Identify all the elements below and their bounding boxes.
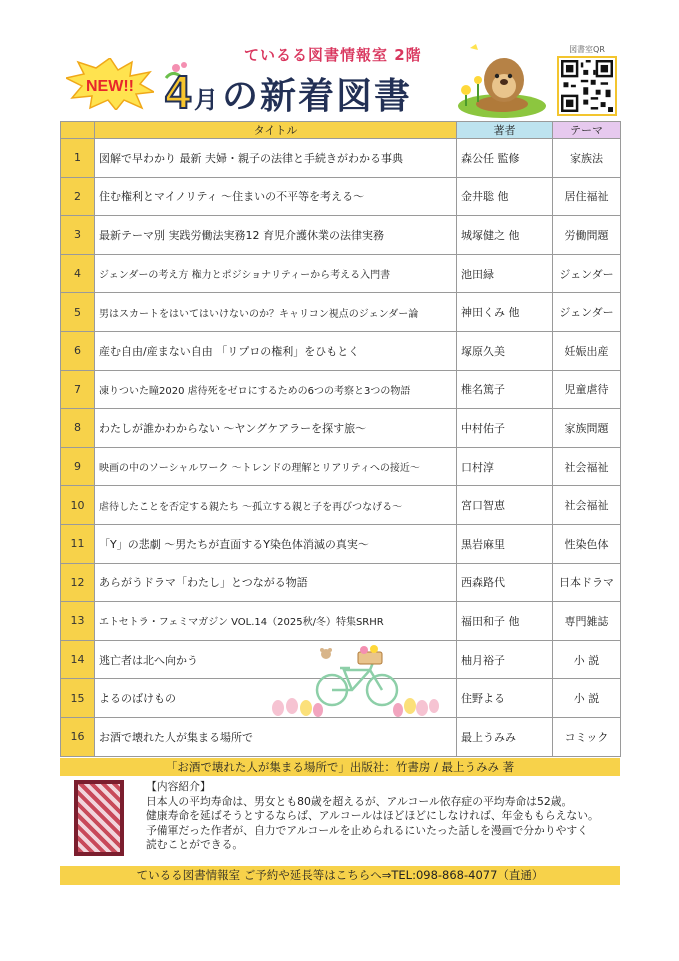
- book-title: 凍りついた瞳2020 虐待死をゼロにするための6つの考察と3つの物語: [95, 370, 457, 409]
- book-title: お酒で壊れた人が集まる場所で: [95, 717, 457, 756]
- book-theme: 専門雑誌: [553, 602, 621, 641]
- row-number: 9: [61, 447, 95, 486]
- book-title: 最新テーマ別 実践労働法実務12 育児介護休業の法律実務: [95, 216, 457, 255]
- month-badge: [158, 60, 222, 114]
- table-row: [61, 602, 621, 641]
- book-theme: 小 説: [553, 679, 621, 718]
- book-theme: ジェンダー: [553, 293, 621, 332]
- intro-line: 健康寿命を延ばそうとするならば、アルコールはほどほどにしなければ、年金ももらえない。: [146, 809, 599, 822]
- row-number: 12: [61, 563, 95, 602]
- row-number: 11: [61, 524, 95, 563]
- book-author: 宮口智恵: [457, 486, 553, 525]
- book-theme: 労働問題: [553, 216, 621, 255]
- book-title: 逃亡者は北へ向かう: [95, 640, 457, 679]
- book-author: 住野よる: [457, 679, 553, 718]
- qr-label: 図書室QR: [569, 45, 605, 54]
- table-row: [61, 254, 621, 293]
- intro-line: 読むことができる。: [146, 838, 244, 851]
- mole-mascot-illustration: [452, 40, 548, 118]
- row-number: 1: [61, 139, 95, 178]
- row-number: 8: [61, 409, 95, 448]
- column-header-author: 著者: [457, 122, 553, 139]
- table-row: [61, 486, 621, 525]
- table-row: [61, 331, 621, 370]
- intro-label: 【内容紹介】: [146, 780, 211, 793]
- new-badge: [66, 58, 154, 110]
- book-author: 金井聡 他: [457, 177, 553, 216]
- book-cover-image: [74, 780, 124, 856]
- row-number: 7: [61, 370, 95, 409]
- table-row: [61, 717, 621, 756]
- book-theme: 日本ドラマ: [553, 563, 621, 602]
- book-title: 「Y」の悲劇 ～男たちが直面するY染色体消滅の真実～: [95, 524, 457, 563]
- book-title: 男はスカートをはいてはいけないのか？キャリコン視点のジェンダー論: [95, 293, 457, 332]
- featured-book-intro: [60, 778, 620, 860]
- qr-code[interactable]: [557, 56, 617, 116]
- row-number: 2: [61, 177, 95, 216]
- row-number: 16: [61, 717, 95, 756]
- qr-code-icon: [561, 60, 613, 112]
- book-author: 椎名篤子: [457, 370, 553, 409]
- table-row: [61, 370, 621, 409]
- contact-footer: ているる図書情報室 ご予約や延長等はこちらへ⇒TEL:098-868-4077（直通）: [60, 866, 620, 885]
- book-title: ジェンダーの考え方 権力とポジショナリティーから考える入門書: [95, 254, 457, 293]
- qr-code-block[interactable]: [557, 44, 617, 114]
- table-row: [61, 216, 621, 255]
- column-header-number: [61, 122, 95, 139]
- table-row: [61, 447, 621, 486]
- book-title: 図解で早わかり 最新 夫婦・親子の法律と手続きがわかる事典: [95, 139, 457, 178]
- table-row: [61, 293, 621, 332]
- book-author: 黒岩麻里: [457, 524, 553, 563]
- table-row: [61, 177, 621, 216]
- row-number: 3: [61, 216, 95, 255]
- book-title: 産む自由/産まない自由 「リプロの権利」をひもとく: [95, 331, 457, 370]
- intro-line: 日本人の平均寿命は、男女とも80歳を超えるが、アルコール依存症の平均寿命は52歳。: [146, 794, 573, 808]
- intro-text: [146, 780, 616, 853]
- book-theme: 児童虐待: [553, 370, 621, 409]
- book-author: 神田くみ 他: [457, 293, 553, 332]
- book-theme: ジェンダー: [553, 254, 621, 293]
- row-number: 6: [61, 331, 95, 370]
- cover-pattern: [78, 784, 120, 852]
- book-theme: 社会福祉: [553, 447, 621, 486]
- month-numeral: 4: [165, 66, 191, 114]
- book-title: 住む権利とマイノリティ ～住まいの不平等を考える～: [95, 177, 457, 216]
- library-subtitle: ているる図書情報室 2階: [244, 46, 422, 64]
- book-author: 柚月裕子: [457, 640, 553, 679]
- row-number: 13: [61, 602, 95, 641]
- book-title: 映画の中のソーシャルワーク ～トレンドの理解とリアリティへの接近～: [95, 447, 457, 486]
- book-author: 森公任 監修: [457, 139, 553, 178]
- row-number: 5: [61, 293, 95, 332]
- book-theme: 居住福祉: [553, 177, 621, 216]
- column-header-title: タイトル: [95, 122, 457, 139]
- column-header-theme: テーマ: [553, 122, 621, 139]
- book-author: 中村佑子: [457, 409, 553, 448]
- book-author: 最上うみみ: [457, 717, 553, 756]
- table-row: [61, 139, 621, 178]
- book-theme: 家族問題: [553, 409, 621, 448]
- book-theme: 妊娠出産: [553, 331, 621, 370]
- row-number: 10: [61, 486, 95, 525]
- book-theme: 社会福祉: [553, 486, 621, 525]
- book-title: エトセトラ・フェミマガジン VOL.14（2025秋/冬）特集SRHR: [95, 602, 457, 641]
- book-title: よるのばけもの: [95, 679, 457, 718]
- book-author: 口村淳: [457, 447, 553, 486]
- book-author: 城塚健之 他: [457, 216, 553, 255]
- book-theme: 家族法: [553, 139, 621, 178]
- month-kanji: 月: [194, 86, 218, 114]
- book-title: わたしが誰かわからない ～ヤングケアラーを探す旅～: [95, 409, 457, 448]
- book-title: あらがうドラマ「わたし」とつながる物語: [95, 563, 457, 602]
- table-row: [61, 524, 621, 563]
- featured-book-heading: 「お酒で壊れた人が集まる場所で」出版社：竹書房 / 最上うみみ 著: [60, 758, 620, 776]
- intro-line: 予備軍だった作者が、自力でアルコールを止められるにいたった話しを漫画で分かりやすく: [146, 823, 589, 837]
- page-header: [0, 0, 679, 120]
- table-row: [61, 409, 621, 448]
- page-title: の新着図書: [222, 76, 413, 117]
- book-author: 塚原久美: [457, 331, 553, 370]
- book-theme: コミック: [553, 717, 621, 756]
- book-theme: 小 説: [553, 640, 621, 679]
- row-number: 4: [61, 254, 95, 293]
- book-author: 福田和子 他: [457, 602, 553, 641]
- book-theme: 性染色体: [553, 524, 621, 563]
- book-author: 池田緑: [457, 254, 553, 293]
- table-header-row: [61, 122, 621, 139]
- table-row: [61, 563, 621, 602]
- row-number: 15: [61, 679, 95, 718]
- bicycle-flowers-illustration: [270, 640, 440, 718]
- book-title: 虐待したことを否定する親たち ～孤立する親と子を再びつなげる～: [95, 486, 457, 525]
- row-number: 14: [61, 640, 95, 679]
- new-badge-text: NEW!!: [86, 78, 134, 95]
- book-author: 西森路代: [457, 563, 553, 602]
